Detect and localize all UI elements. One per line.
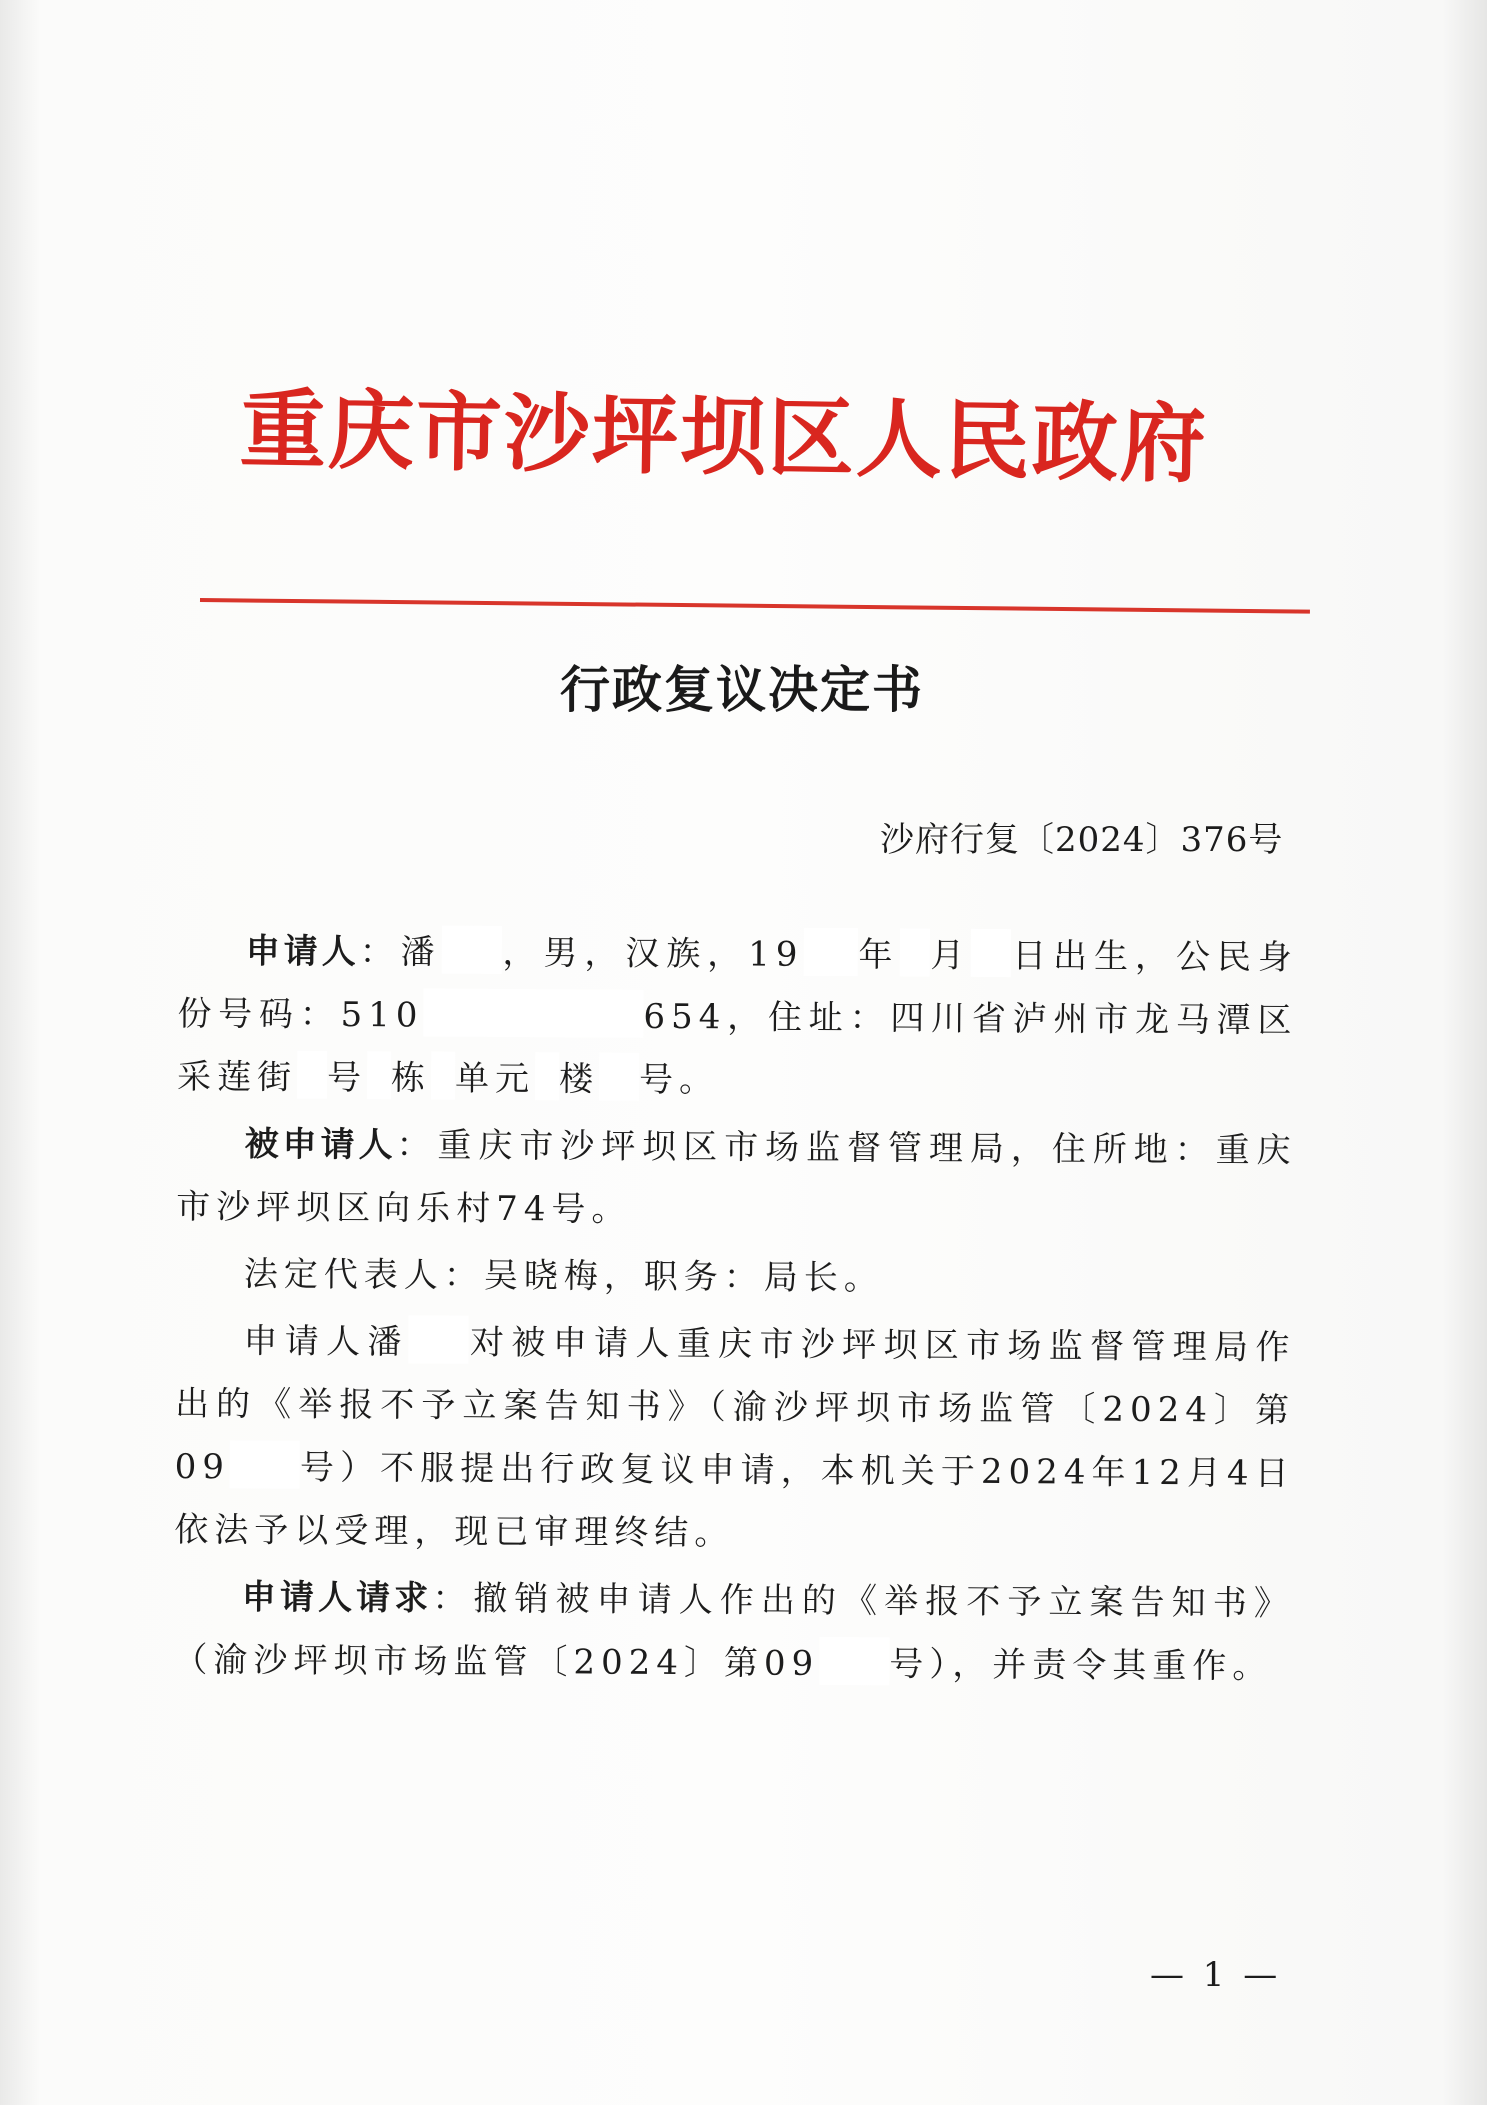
redaction-block xyxy=(899,928,929,976)
request-paragraph: 申请人请求：撤销被申请人作出的《举报不予立案告知书》（渝沙坪坝市场监管〔2024〕第09 号），并责令其重作。 xyxy=(173,1577,1294,1687)
respondent-label: 被申请人 xyxy=(244,1124,397,1166)
redaction-block xyxy=(431,1052,455,1100)
redaction-block xyxy=(297,1051,327,1099)
redaction-block xyxy=(423,989,643,1038)
respondent-paragraph: 被申请人：重庆市沙坪坝区市场监督管理局，住所地：重庆市沙坪坝区向乐村74号。 xyxy=(176,1124,1297,1230)
applicant-paragraph: 申请人：潘 ，男，汉族，19 年 月 日出生，公民身份号码：510 654，住址：四川省泸州市龙马潭区采莲街 号 栋 单元 楼 号。 xyxy=(177,920,1298,1116)
applicant-label: 申请人 xyxy=(245,931,360,973)
page-number: — 1 — xyxy=(1150,1955,1282,1995)
legal-representative: 法定代表人：吴晓梅，职务：局长。 xyxy=(243,1254,884,1299)
redaction-block xyxy=(409,1315,469,1363)
document-body xyxy=(173,920,1298,1699)
redaction-block xyxy=(535,1052,559,1100)
redaction-block xyxy=(971,929,1011,977)
red-divider-line xyxy=(200,598,1310,614)
document-title: 行政复议决定书 xyxy=(560,660,924,719)
redaction-block xyxy=(441,926,501,974)
request-label: 申请人请求 xyxy=(241,1577,433,1619)
redaction-block xyxy=(819,1637,889,1685)
redaction-block xyxy=(599,1053,639,1101)
case-intro-paragraph: 申请人潘 对被申请人重庆市沙坪坝区市场监督管理局作出的《举报不予立案告知书》（渝沙坪坝市场监管〔2024〕第09 号）不服提出行政复议申请，本机关于2024年12月4日依法予以受理，现已审理终结。 xyxy=(174,1310,1296,1569)
document-number: 沙府行复〔2024〕376号 xyxy=(880,820,1284,860)
redaction-block xyxy=(803,928,857,976)
redaction-block xyxy=(367,1051,391,1099)
redaction-block xyxy=(230,1440,300,1488)
issuer-masthead: 重庆市沙坪坝区人民政府 xyxy=(239,379,1209,496)
